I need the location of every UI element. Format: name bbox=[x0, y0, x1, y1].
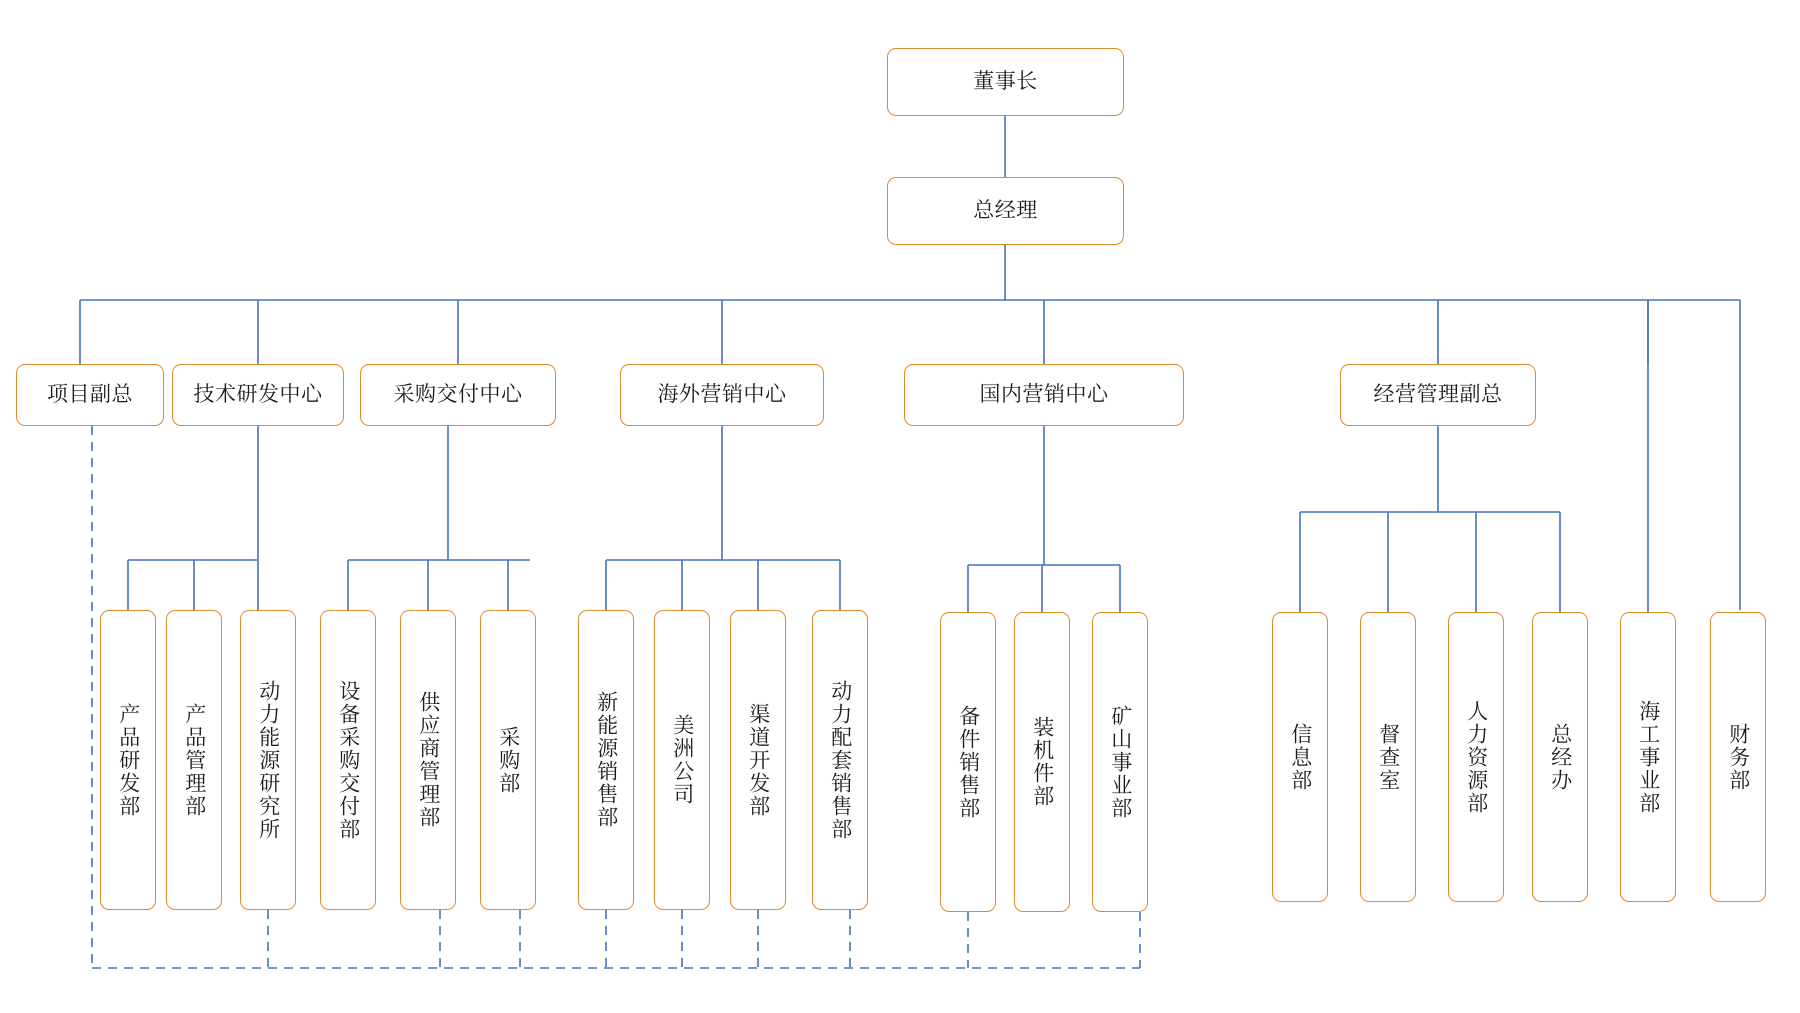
node-label: 备件销售部 bbox=[956, 704, 980, 820]
node-label: 供应商管理部 bbox=[416, 691, 440, 829]
node-domestic-marketing-center[interactable] bbox=[904, 364, 1184, 426]
node-finance-dept[interactable] bbox=[1710, 612, 1766, 902]
node-overseas-marketing-center[interactable] bbox=[620, 364, 824, 426]
node-label: 技术研发中心 bbox=[193, 383, 323, 407]
node-label: 装机件部 bbox=[1030, 716, 1054, 808]
node-rnd-center[interactable] bbox=[172, 364, 344, 426]
node-human-resources-dept[interactable] bbox=[1448, 612, 1504, 902]
node-label: 美洲公司 bbox=[670, 714, 694, 806]
node-label: 海外营销中心 bbox=[657, 383, 787, 407]
node-supplier-management-dept[interactable] bbox=[400, 610, 456, 910]
node-label: 财务部 bbox=[1726, 722, 1750, 792]
node-label: 产品管理部 bbox=[182, 702, 206, 818]
node-procurement-delivery-center[interactable] bbox=[360, 364, 556, 426]
node-label: 设备采购交付部 bbox=[336, 679, 360, 841]
node-chairman[interactable] bbox=[887, 48, 1124, 116]
node-spare-parts-sales-dept[interactable] bbox=[940, 612, 996, 912]
node-label: 经营管理副总 bbox=[1373, 383, 1503, 407]
node-product-management-dept[interactable] bbox=[166, 610, 222, 910]
node-label: 海工事业部 bbox=[1636, 699, 1660, 815]
node-mining-business-unit[interactable] bbox=[1092, 612, 1148, 912]
node-channel-development-dept[interactable] bbox=[730, 610, 786, 910]
node-label: 董事长 bbox=[973, 70, 1038, 94]
node-equipment-procurement-delivery-dept[interactable] bbox=[320, 610, 376, 910]
node-label: 总经理 bbox=[973, 199, 1038, 223]
node-general-manager-office[interactable] bbox=[1532, 612, 1588, 902]
node-label: 项目副总 bbox=[47, 383, 133, 407]
node-vp-project[interactable] bbox=[16, 364, 164, 426]
node-product-rnd-dept[interactable] bbox=[100, 610, 156, 910]
node-marine-engineering-business-unit[interactable] bbox=[1620, 612, 1676, 902]
node-label: 渠道开发部 bbox=[746, 702, 770, 818]
node-procurement-dept[interactable] bbox=[480, 610, 536, 910]
node-label: 动力配套销售部 bbox=[828, 679, 852, 841]
node-supervision-office[interactable] bbox=[1360, 612, 1416, 902]
node-label: 人力资源部 bbox=[1464, 699, 1488, 815]
node-power-kit-sales-dept[interactable] bbox=[812, 610, 868, 910]
node-information-dept[interactable] bbox=[1272, 612, 1328, 902]
node-label: 总经办 bbox=[1548, 722, 1572, 792]
node-new-energy-sales-dept[interactable] bbox=[578, 610, 634, 910]
node-label: 产品研发部 bbox=[116, 702, 140, 818]
node-label: 新能源销售部 bbox=[594, 691, 618, 829]
node-label: 矿山事业部 bbox=[1108, 704, 1132, 820]
node-label: 信息部 bbox=[1288, 722, 1312, 792]
node-label: 动力能源研究所 bbox=[256, 679, 280, 841]
node-label: 采购部 bbox=[496, 725, 520, 795]
node-label: 国内营销中心 bbox=[979, 383, 1109, 407]
node-label: 督查室 bbox=[1376, 722, 1400, 792]
node-power-energy-institute[interactable] bbox=[240, 610, 296, 910]
node-general-manager[interactable] bbox=[887, 177, 1124, 245]
node-machine-parts-dept[interactable] bbox=[1014, 612, 1070, 912]
node-label: 采购交付中心 bbox=[393, 383, 523, 407]
node-americas-company[interactable] bbox=[654, 610, 710, 910]
node-vp-operations[interactable] bbox=[1340, 364, 1536, 426]
